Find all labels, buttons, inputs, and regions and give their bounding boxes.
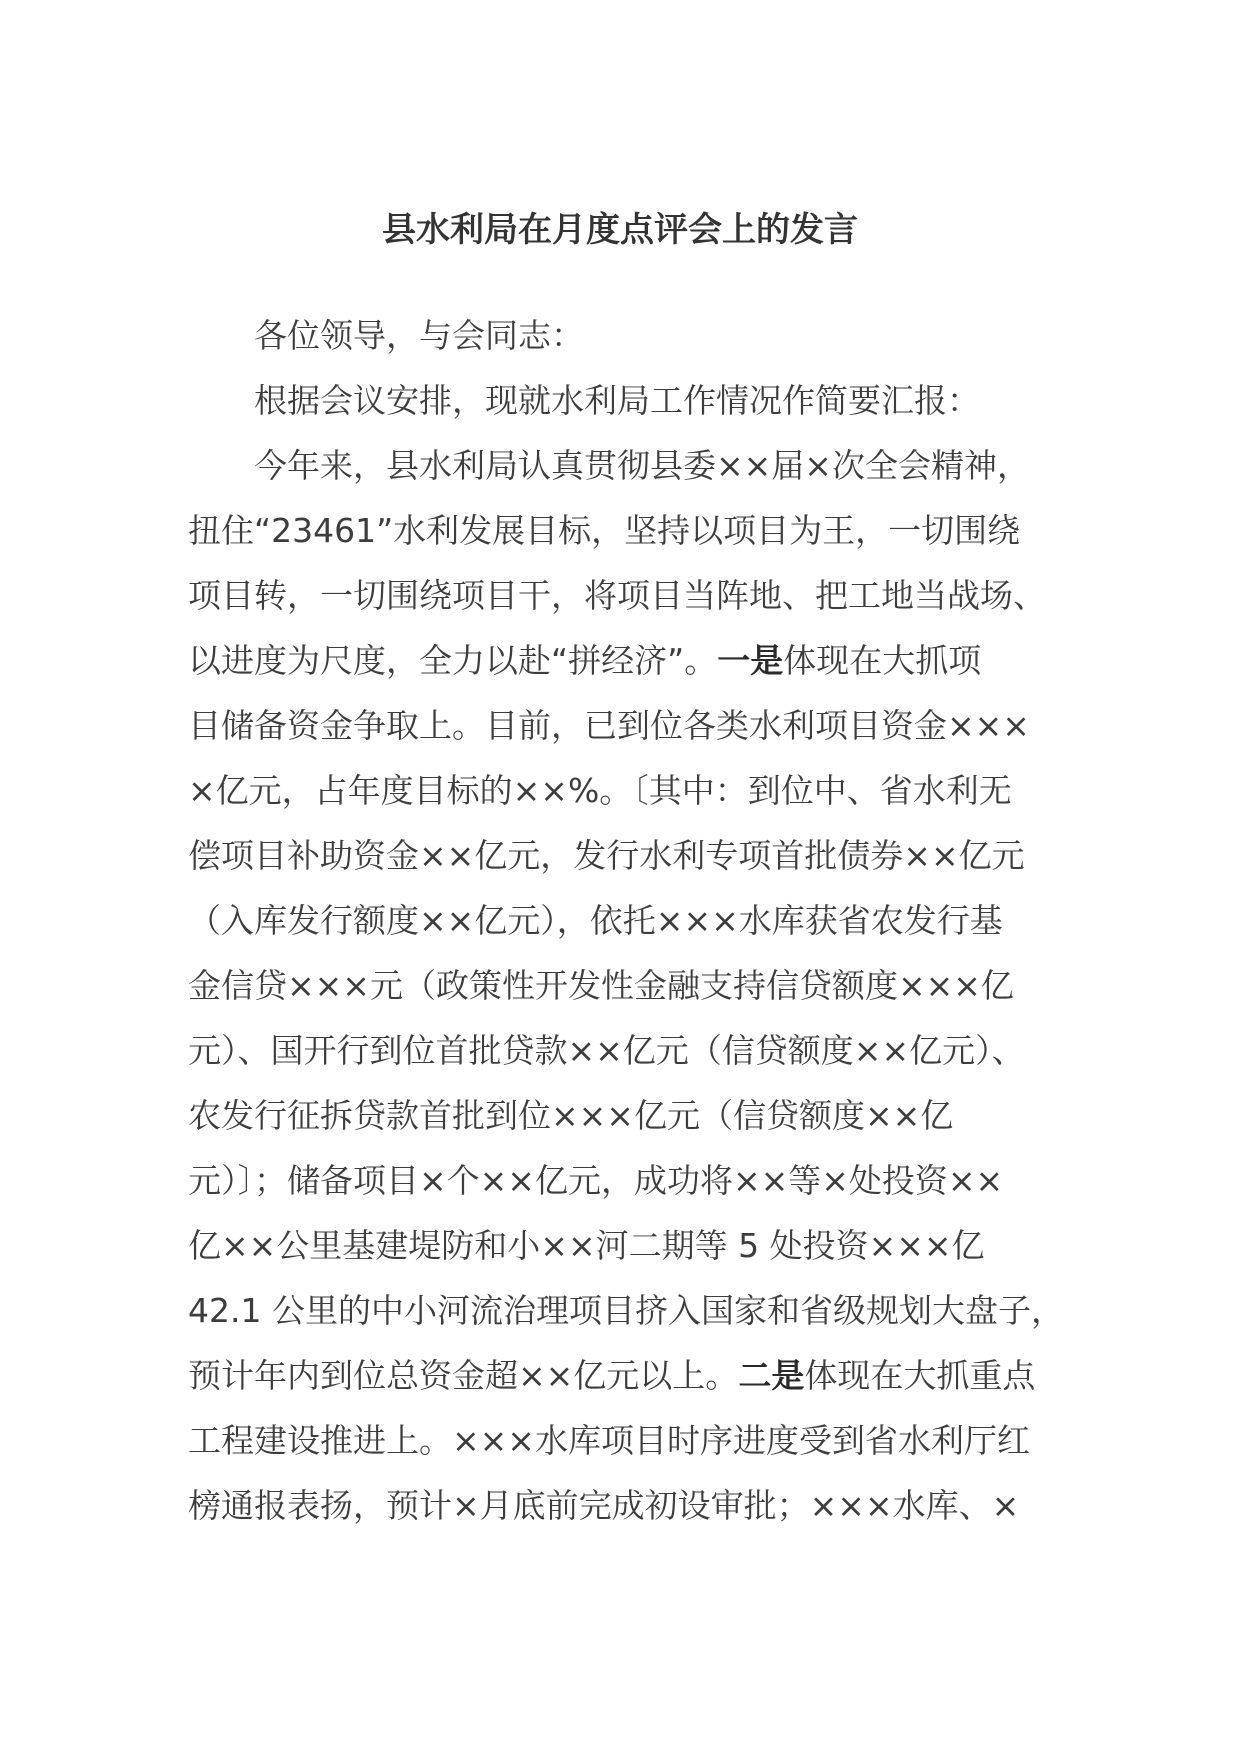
paragraph-line: ×亿元，占年度目标的××%。〔其中：到位中、省水利无	[188, 771, 1012, 810]
paragraph-line: 榜通报表扬，预计×月底前完成初设审批；×××水库、×	[188, 1486, 1020, 1525]
paragraph-line: 项目转，一切围绕项目干，将项目当阵地、把工地当战场、	[188, 576, 1046, 615]
paragraph-line: 元）、国开行到位首批贷款××亿元（信贷额度××亿元）、	[188, 1031, 1025, 1070]
line-text: 预计年内到位总资金超××亿元以上。	[188, 1356, 739, 1395]
paragraph-line: 今年来，县水利局认真贯彻县委××届×次全会精神，	[254, 446, 1030, 485]
paragraph-line: 亿××公里基建堤防和小××河二期等 5 处投资×××亿	[188, 1226, 985, 1265]
paragraph-line: 根据会议安排，现就水利局工作情况作简要汇报：	[254, 381, 980, 420]
paragraph-line	[188, 628, 1060, 693]
document-title: 县水利局在月度点评会上的发言	[382, 210, 858, 250]
paragraph-line: 元）〕；储备项目×个××亿元，成功将××等×处投资××	[188, 1161, 1004, 1200]
line-text: 体现在大抓重点	[804, 1356, 1036, 1395]
paragraph-line: 各位领导，与会同志：	[254, 316, 584, 355]
paragraph-line: 扭住“23461”水利发展目标，坚持以项目为王，一切围绕	[188, 511, 1021, 550]
paragraph-line: 偿项目补助资金××亿元，发行水利专项首批债券××亿元	[188, 836, 1025, 875]
line-text: 体现在大抓项	[783, 641, 982, 680]
bold-keyword: 一是	[717, 641, 784, 680]
line-text: 以进度为尺度，全力以赴“拼经济”。	[188, 641, 718, 680]
paragraph-line: 目储备资金争取上。目前，已到位各类水利项目资金×××	[188, 706, 1030, 745]
paragraph-line: 农发行征拆贷款首批到位×××亿元（信贷额度××亿	[188, 1096, 954, 1135]
paragraph-line: 金信贷×××元（政策性开发性金融支持信贷额度×××亿	[188, 966, 1014, 1005]
document-body	[188, 303, 1064, 1538]
paragraph-line	[188, 1343, 1060, 1408]
paragraph-line: 42.1 公里的中小河流治理项目挤入国家和省级规划大盘子，	[188, 1291, 1064, 1330]
paragraph-line: （入库发行额度××亿元），依托×××水库获省农发行基	[188, 901, 1003, 940]
paragraph-line: 工程建设推进上。×××水库项目时序进度受到省水利厅红	[188, 1421, 1030, 1460]
bold-keyword: 二是	[738, 1356, 805, 1395]
